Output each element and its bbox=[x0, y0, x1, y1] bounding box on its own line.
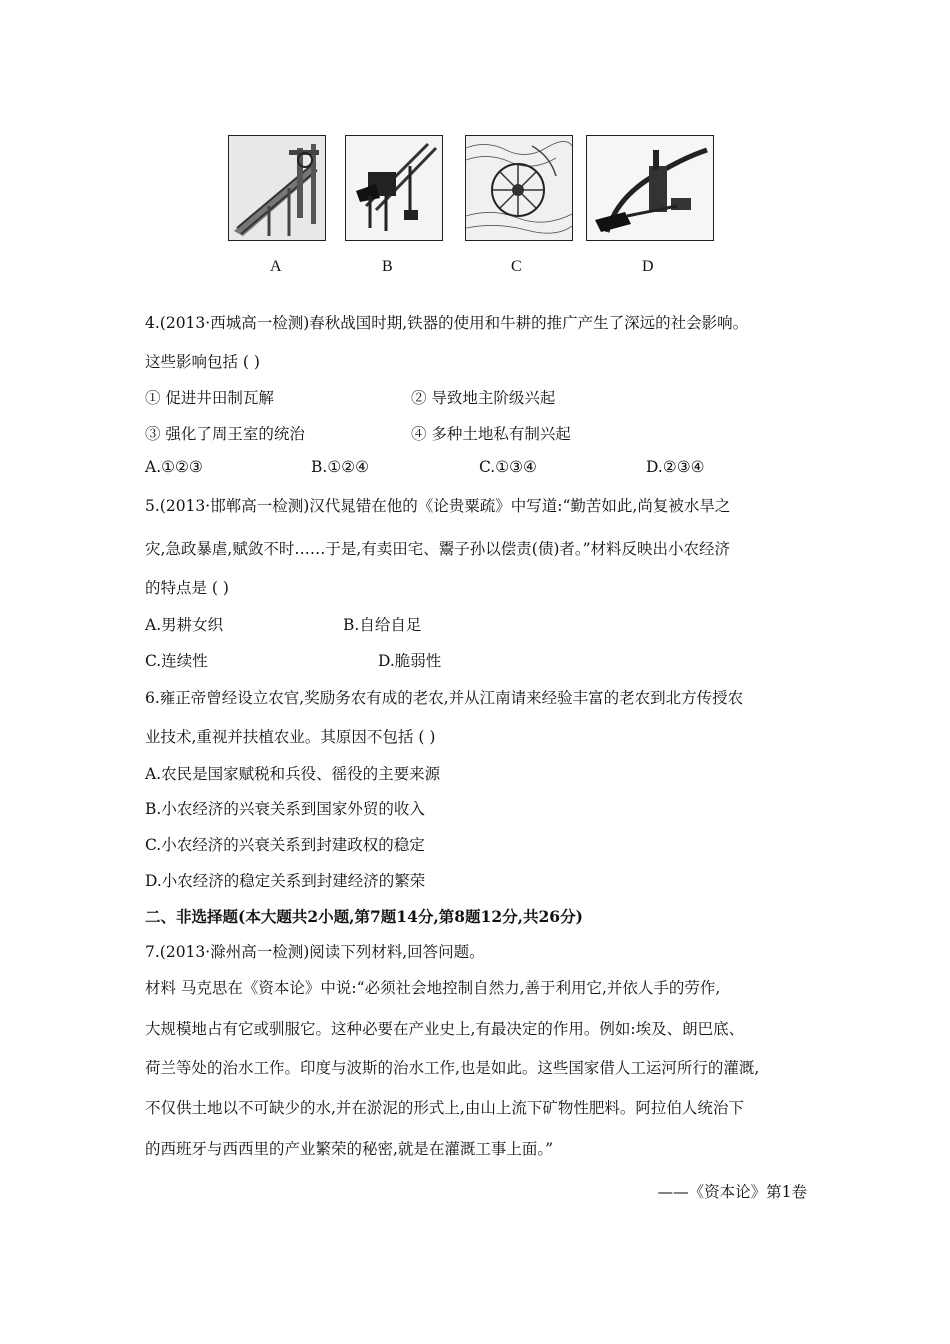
q6-option-d[interactable]: D.小农经济的稳定关系到封建经济的繁荣 bbox=[145, 872, 426, 890]
figure-c-water-wheel bbox=[465, 135, 573, 241]
q7-source: ——《资本论》第1卷 bbox=[657, 1183, 807, 1201]
q7-material-line1: 材料 马克思在《资本论》中说:“必须社会地控制自然力,善于利用它,并依人手的劳作, bbox=[145, 979, 721, 997]
q4-option-c[interactable]: C.①③④ bbox=[479, 458, 537, 476]
figure-a-keel-water-lift bbox=[228, 135, 326, 241]
q4-item-3: ③ 强化了周王室的统治 bbox=[145, 425, 305, 443]
q5-stem-line2: 灾,急政暴虐,赋敛不时……于是,有卖田宅、鬻子孙以偿责(债)者。”材料反映出小农经济 bbox=[145, 540, 731, 558]
q7-material-line2: 大规模地占有它或驯服它。这种必要在产业史上,有最决定的作用。例如:埃及、朗巴底、 bbox=[145, 1020, 745, 1038]
q4-option-a[interactable]: A.①②③ bbox=[145, 458, 203, 476]
q4-stem-line1: 4.(2013·西城高一检测)春秋战国时期,铁器的使用和牛耕的推广产生了深远的社会影响。 bbox=[145, 314, 749, 332]
q4-item-1: ① 促进井田制瓦解 bbox=[145, 389, 274, 407]
figure-label-c: C bbox=[511, 258, 522, 275]
q4-option-b[interactable]: B.①②④ bbox=[311, 458, 370, 476]
q5-stem-line3: 的特点是 ( ) bbox=[145, 579, 229, 597]
q6-option-b[interactable]: B.小农经济的兴衰关系到国家外贸的收入 bbox=[145, 800, 425, 818]
q4-stem-line2: 这些影响包括 ( ) bbox=[145, 353, 260, 371]
q7-material-line5: 的西班牙与西西里的产业繁荣的秘密,就是在灌溉工事上面。” bbox=[145, 1140, 554, 1158]
q4-item-2: ② 导致地主阶级兴起 bbox=[411, 389, 556, 407]
q4-item-4: ④ 多种土地私有制兴起 bbox=[411, 425, 571, 443]
q7-stem: 7.(2013·滁州高一检测)阅读下列材料,回答问题。 bbox=[145, 943, 485, 961]
q5-option-b[interactable]: B.自给自足 bbox=[343, 616, 422, 634]
q7-material-line3: 荷兰等处的治水工作。印度与波斯的治水工作,也是如此。这些国家借人工运河所行的灌溉, bbox=[145, 1059, 760, 1077]
q6-option-c[interactable]: C.小农经济的兴衰关系到封建政权的稳定 bbox=[145, 836, 425, 854]
figure-b-seed-drill bbox=[345, 135, 443, 241]
figure-label-b: B bbox=[382, 258, 393, 275]
q4-option-d[interactable]: D.②③④ bbox=[646, 458, 705, 476]
q5-option-c[interactable]: C.连续性 bbox=[145, 652, 208, 670]
figure-d-curved-plough bbox=[586, 135, 714, 241]
section-heading: 二、非选择题(本大题共2小题,第7题14分,第8题12分,共26分) bbox=[145, 907, 583, 926]
q6-stem-line2: 业技术,重视并扶植农业。其原因不包括 ( ) bbox=[145, 728, 436, 746]
q7-material-line4: 不仅供土地以不可缺少的水,并在淤泥的形式上,由山上流下矿物性肥料。阿拉伯人统治下 bbox=[145, 1099, 744, 1117]
figure-label-d: D bbox=[642, 258, 654, 275]
q5-stem-line1: 5.(2013·邯郸高一检测)汉代晁错在他的《论贵粟疏》中写道:“勤苦如此,尚复被水旱之 bbox=[145, 497, 731, 515]
q5-option-a[interactable]: A.男耕女织 bbox=[145, 616, 224, 634]
q6-option-a[interactable]: A.农民是国家赋税和兵役、徭役的主要来源 bbox=[145, 765, 441, 783]
q5-option-d[interactable]: D.脆弱性 bbox=[378, 652, 442, 670]
figure-label-a: A bbox=[270, 258, 282, 275]
q6-stem-line1: 6.雍正帝曾经设立农官,奖励务农有成的老农,并从江南请来经验丰富的老农到北方传授农 bbox=[145, 689, 744, 707]
